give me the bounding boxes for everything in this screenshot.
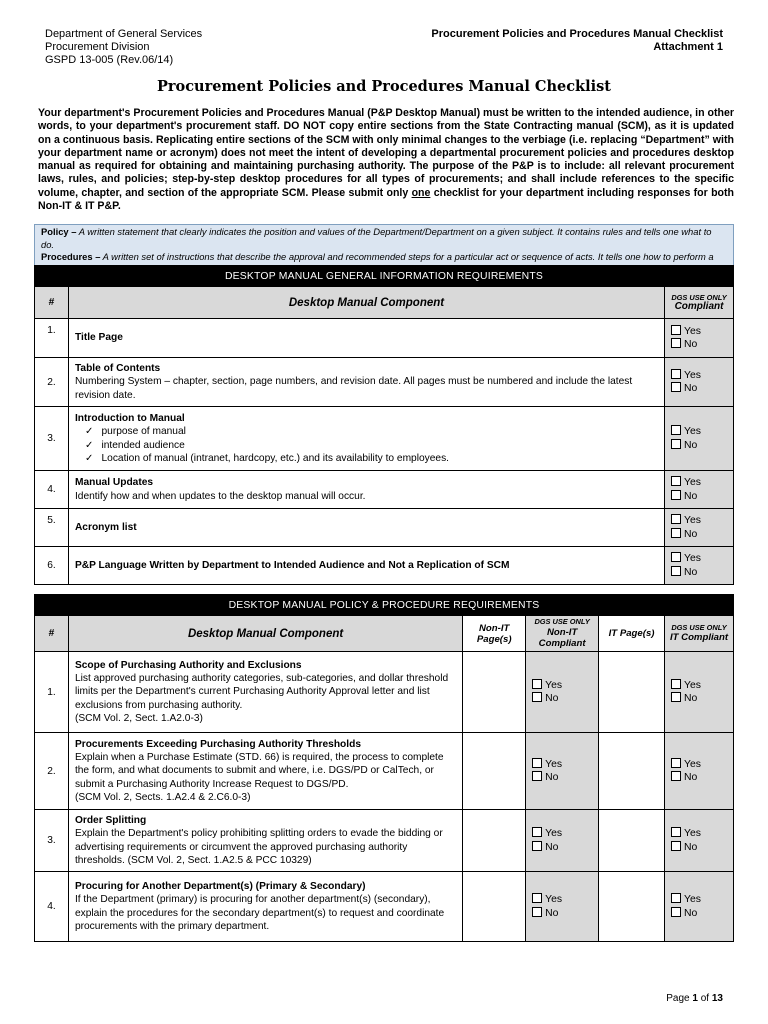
row-desc: Explain the Department's policy prohibiting splitting orders to evade the bidding or advertising requirements or circumvent the approved purchasing authority thresholds. (SCM Vol. 2, Sect. 1.A2.5 & PCC 10329) [74,828,443,866]
no-checkbox[interactable] [671,907,681,917]
division-name: Procurement Division [45,41,150,53]
table-row [35,652,734,733]
yes-checkbox[interactable] [671,893,681,903]
no-option[interactable]: No [671,566,733,580]
page-total: 13 [711,993,723,1004]
no-checkbox[interactable] [532,841,542,851]
no-checkbox[interactable] [671,490,681,500]
no-option[interactable]: No [671,907,733,921]
table-row [35,407,734,471]
row-num: 3. [35,407,69,471]
row-num: 5. [35,509,69,547]
table-row [35,810,734,872]
nonit-compliance-cell [526,652,599,733]
page-title: Procurement Policies and Procedures Manual Checklist [157,78,611,95]
row-title: Order Splitting [74,815,147,827]
table-row [35,509,734,547]
bullet-item: ✓ Location of manual (intranet, hardcopy, etc.) and its availability to employees. [85,452,658,465]
no-checkbox[interactable] [671,566,681,576]
yes-checkbox[interactable] [671,679,681,689]
nonit-compliant-label: Non-IT Compliant [538,626,586,649]
row-num: 4. [35,872,69,942]
yes-option[interactable]: Yes [671,369,733,383]
no-checkbox[interactable] [671,692,681,702]
yes-option[interactable]: Yes [532,827,598,841]
col-component: Desktop Manual Component [68,616,462,652]
procedures-definition [41,251,727,264]
header-doc-title: Procurement Policies and Procedures Manual Checklist [431,28,723,40]
page-label: Page [666,993,693,1004]
nonit-compliance-cell [526,733,599,810]
definitions-box [34,224,734,266]
table-row [35,872,734,942]
row-ref: (SCM Vol. 2, Sect. 1.A2.0-3) [74,712,203,724]
yes-option[interactable]: Yes [671,552,733,566]
general-info-table [34,265,734,585]
no-option[interactable]: No [532,692,598,706]
col-dgs-compliant [665,287,734,319]
header-left [45,28,202,67]
yes-checkbox[interactable] [532,679,542,689]
col-component: Desktop Manual Component [68,287,664,319]
yes-checkbox[interactable] [671,425,681,435]
it-pages-input[interactable] [599,652,665,733]
table-row [35,733,734,810]
no-checkbox[interactable] [671,439,681,449]
no-option[interactable]: No [532,841,598,855]
procedures-text: A written set of instructions that describe the approval and recommended steps for a particular act or sequence of acts. It tells one how to perform a [100,251,714,262]
yes-option[interactable]: Yes [671,893,733,907]
compliance-cell [665,358,734,407]
row-desc: List approved purchasing authority categories, sub-categories, and dollar threshold limits per the Department's current Purchasing Authority Approval letter and list exclusions from purchasing authority. [74,673,449,711]
table-row [35,319,734,358]
row-num: 2. [35,733,69,810]
col-it-compliant [665,616,734,652]
policy-procedure-table [34,594,734,942]
nonit-pages-input[interactable] [463,652,526,733]
yes-checkbox[interactable] [532,758,542,768]
nonit-pages-input[interactable] [463,810,526,872]
row-desc: Numbering System – chapter, section, page numbers, and revision date. All pages must be numbered and include the latest revision date. [74,376,633,401]
row-num: 6. [35,547,69,585]
col-num: # [35,287,69,319]
row-title: Title Page [74,332,123,344]
dgs-use-only: DGS USE ONLY [671,293,727,302]
policy-text: A written statement that clearly indicates the position and values of the Department/Department on a given subject. It contains rules and tells one what to do. [41,226,712,250]
nonit-pages-input[interactable] [463,872,526,942]
it-compliance-cell [665,810,734,872]
intro-bullets [75,425,658,465]
compliance-cell [665,547,734,585]
department-name: Department of General Services [45,28,203,40]
col-nonit-pages: Non-IT Page(s) [463,616,526,652]
policy-term: Policy – [41,226,77,237]
it-pages-input[interactable] [599,872,665,942]
col-num: # [35,616,69,652]
row-title: Introduction to Manual [74,413,185,425]
table-row [35,471,734,509]
nonit-pages-input[interactable] [463,733,526,810]
yes-checkbox[interactable] [671,758,681,768]
row-ref: (SCM Vol. 2, Sects. 1.A2.4 & 2.C6.0-3) [74,791,251,803]
no-option[interactable]: No [671,771,733,785]
row-desc: Identify how and when updates to the desktop manual will occur. [74,490,366,502]
row-title: Table of Contents [74,363,161,375]
intro-paragraph [38,107,734,213]
no-checkbox[interactable] [671,382,681,392]
yes-checkbox[interactable] [532,827,542,837]
bullet-item: ✓ purpose of manual [85,425,658,438]
yes-option[interactable]: Yes [671,476,733,490]
it-compliance-cell [665,652,734,733]
intro-underline: one [411,186,431,199]
no-checkbox[interactable] [671,338,681,348]
it-compliance-cell [665,733,734,810]
compliance-cell [665,319,734,358]
page-number: 1 [692,993,698,1004]
row-desc: Explain when a Purchase Estimate (STD. 66) is required, the process to complete the form, and what documents to submit and where, i.e. DGS/PD or CalTech, or submit a Purchasing Authority Increase Request to DGS/PD. [74,752,444,790]
yes-checkbox[interactable] [671,827,681,837]
table-row [35,547,734,585]
no-checkbox[interactable] [532,771,542,781]
row-num: 1. [35,652,69,733]
header-right [431,28,723,54]
page-footer [666,993,723,1004]
compliant-label: Compliant [674,300,724,312]
table-row [35,358,734,407]
row-num: 4. [35,471,69,509]
no-option[interactable]: No [671,382,733,396]
general-info-banner: DESKTOP MANUAL GENERAL INFORMATION REQUIREMENTS [35,266,734,287]
no-option[interactable]: No [671,692,733,706]
intro-text-2: checklist for your department including responses for both Non-IT & IT P&P. [38,186,735,213]
it-pages-input[interactable] [599,810,665,872]
form-number: GSPD 13-005 (Rev.06/14) [45,54,174,66]
yes-option[interactable]: Yes [532,679,598,693]
yes-option[interactable]: Yes [671,679,733,693]
yes-option[interactable]: Yes [671,325,733,339]
yes-checkbox[interactable] [671,552,681,562]
policy-definition [41,226,727,251]
row-title: Manual Updates [74,477,154,489]
row-title: Scope of Purchasing Authority and Exclusions [74,659,302,671]
yes-option[interactable]: Yes [532,758,598,772]
yes-option[interactable]: Yes [671,827,733,841]
dgs-use-only: DGS USE ONLY [534,617,590,627]
yes-checkbox[interactable] [671,476,681,486]
col-nonit-compliant [526,616,599,652]
compliance-cell [665,509,734,547]
row-title: P&P Language Written by Department to Intended Audience and Not a Replication of SCM [74,559,510,571]
no-option[interactable]: No [671,841,733,855]
yes-checkbox[interactable] [532,893,542,903]
yes-checkbox[interactable] [671,369,681,379]
no-option[interactable]: No [532,907,598,921]
yes-option[interactable]: Yes [671,514,733,528]
no-checkbox[interactable] [671,771,681,781]
compliance-cell [665,471,734,509]
nonit-compliance-cell [526,872,599,942]
it-pages-input[interactable] [599,733,665,810]
row-desc: If the Department (primary) is procuring for another department(s) (secondary), explain the procedures for the secondary department(s) to request and coordinate procurements with the primary department. [74,894,445,932]
nonit-compliance-cell [526,810,599,872]
col-it-pages: IT Page(s) [599,616,665,652]
yes-option[interactable]: Yes [671,758,733,772]
row-num: 1. [35,319,69,358]
no-option[interactable]: No [671,338,733,352]
yes-checkbox[interactable] [671,514,681,524]
yes-option[interactable]: Yes [671,425,733,439]
attachment-label: Attachment 1 [653,41,723,53]
no-checkbox[interactable] [532,692,542,702]
no-option[interactable]: No [671,528,733,542]
no-checkbox[interactable] [671,528,681,538]
row-num: 2. [35,358,69,407]
compliance-cell [665,407,734,471]
yes-option[interactable]: Yes [532,893,598,907]
it-compliance-cell [665,872,734,942]
row-title: Procuring for Another Department(s) (Primary & Secondary) [74,881,366,893]
yes-checkbox[interactable] [671,325,681,335]
intro-text-1: Your department's Procurement Policies and Procedures Manual (P&P Desktop Manual) must be written to the intended audience, in other words, to your department's procurement staff. DO NOT copy entire sections from the State Contracting manual (SCM), as it is updated on a continuous basis. Replicating entire sections of the SCM with only minimal changes to the verbiage (i.e. replacing “Department” with your department name or acronym) does not meet the intent of developing a departmental procurement policies and procedures desktop manual as required for obtaining and maintaining purchasing authority. The purpose of the P&P is to include: all relevant procurement laws, rules, and policies; step-by-step desktop procedures for all types of procurements; and shall include references to the specific volume, chapter, and section of the appropriate SCM. Please submit only [38,107,734,199]
no-checkbox[interactable] [532,907,542,917]
procedures-term: Procedures – [41,251,101,262]
of-label: of [697,993,712,1004]
row-title: Acronym list [74,521,137,533]
no-option[interactable]: No [671,439,733,453]
dgs-use-only: DGS USE ONLY [671,622,727,632]
it-compliant-label: IT Compliant [669,632,729,644]
no-option[interactable]: No [532,771,598,785]
row-num: 3. [35,810,69,872]
policy-procedure-banner: DESKTOP MANUAL POLICY & PROCEDURE REQUIREMENTS [35,595,734,616]
bullet-item: ✓ intended audience [85,439,658,452]
row-title: Procurements Exceeding Purchasing Authority Thresholds [74,738,362,750]
no-checkbox[interactable] [671,841,681,851]
no-option[interactable]: No [671,490,733,504]
